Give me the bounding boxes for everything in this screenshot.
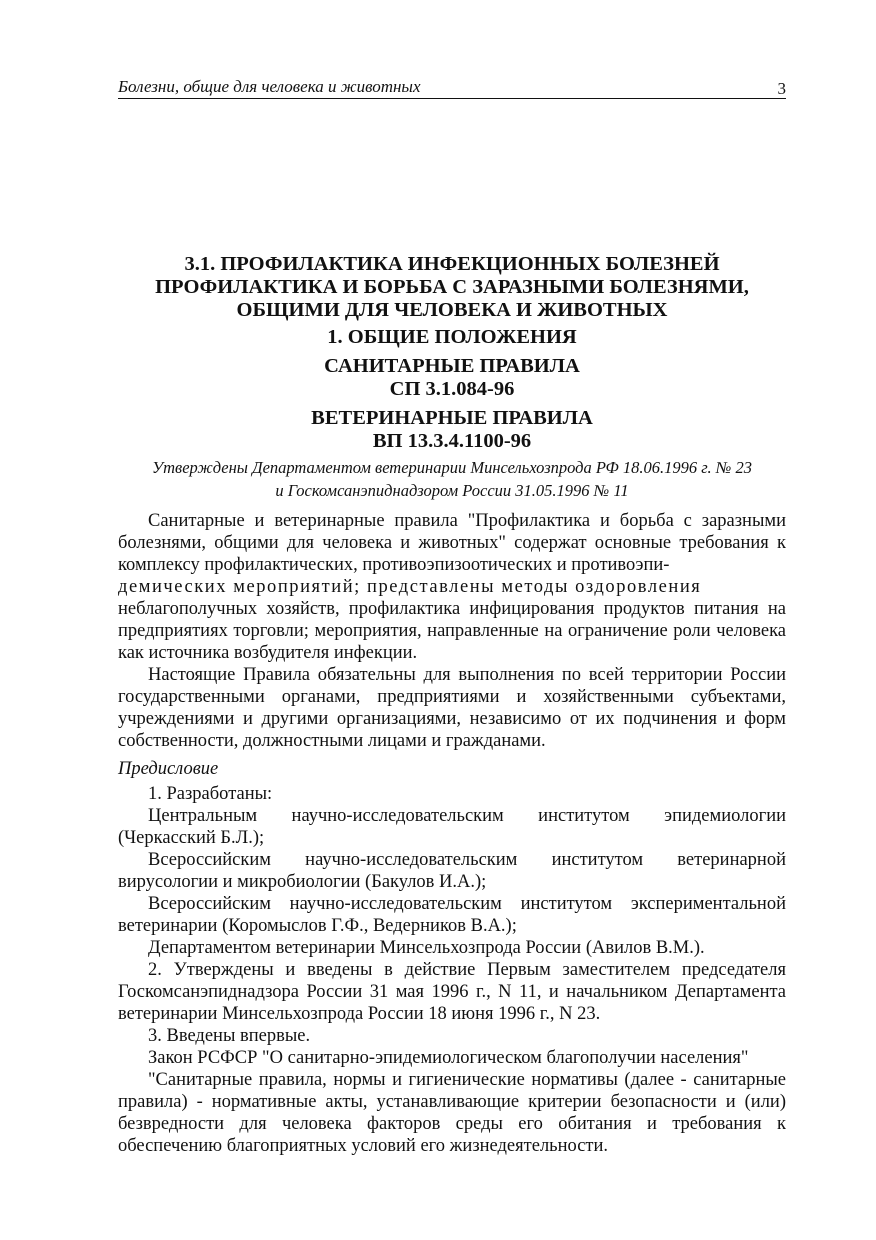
preface-label: Предисловие (118, 759, 219, 779)
intro-paragraph-1a: Санитарные и ветеринарные правила "Профилактика и борьба с заразными болезнями, общими для человека и животных" содержат основные требования к комплексу профилактических, противоэпизоотических и противоэпи- (118, 511, 786, 575)
approval-line-1: Утверждены Департаментом ветеринарии Минсельхозпрода РФ 18.06.1996 г. № 23 (152, 458, 752, 477)
preface-item-2: 2. Утверждены и введены в действие Первым заместителем председателя Госкомсанэпиднадзора России 31 мая 1996 г., N 11, и начальником Департамента ветеринарии Минсельхозпрода России 18 июня 1996 г., N 23. (118, 960, 786, 1024)
intro-paragraph-1c: неблагополучных хозяйств, профилактика инфицирования продуктов питания на предприятиях торговли; мероприятия, направленные на ограничение роли человека как источника возбудителя инфекции. (118, 599, 786, 663)
sanitary-rules-heading: САНИТАРНЫЕ ПРАВИЛА (324, 355, 580, 377)
running-header-title: Болезни, общие для человека и животных (118, 77, 421, 96)
approval-line-2: и Госкомсанэпиднадзором России 31.05.1996 № 11 (275, 481, 629, 500)
approval-note (118, 456, 786, 502)
preface-item-1: 1. Разработаны: (148, 784, 273, 804)
developer-1: Центральным научно-исследовательским институтом эпидемиологии (Черкасский Б.Л.); (118, 806, 786, 848)
running-header (118, 76, 786, 99)
preface-item-3: 3. Введены впервые. (148, 1026, 311, 1046)
veterinary-rules-code: ВП 13.3.4.1100-96 (372, 430, 532, 452)
intro-paragraph-1b: демических мероприятий; представлены методы оздоровления (118, 577, 702, 597)
document-title-block (118, 253, 786, 453)
page-number: 3 (777, 79, 786, 98)
intro-paragraph-2: Настоящие Правила обязательны для выполнения по всей территории России государственными органами, предприятиями и хозяйственными субъектами, учреждениями и другими организациями, независимо от их подчинения и форм собственности, должностными лицами и гражданами. (118, 665, 786, 751)
section-title-line-2: ПРОФИЛАКТИКА И БОРЬБА С ЗАРАЗНЫМИ БОЛЕЗНЯМИ, (155, 276, 749, 298)
developer-2: Всероссийским научно-исследовательским институтом ветеринарной вирусологии и микробиологии (Бакулов И.А.); (118, 850, 786, 892)
section-title-line-3: ОБЩИМИ ДЛЯ ЧЕЛОВЕКА И ЖИВОТНЫХ (236, 299, 668, 321)
document-body (118, 510, 786, 1157)
sanitary-rules-code: СП 3.1.084-96 (389, 378, 515, 400)
general-provisions-heading: 1. ОБЩИЕ ПОЛОЖЕНИЯ (327, 326, 577, 348)
veterinary-rules-heading: ВЕТЕРИНАРНЫЕ ПРАВИЛА (311, 407, 593, 429)
developer-4: Департаментом ветеринарии Минсельхозпрода России (Авилов В.М.). (148, 938, 705, 958)
developer-3: Всероссийским научно-исследовательским институтом экспериментальной ветеринарии (Коромыслов Г.Ф., Ведерников В.А.); (118, 894, 786, 936)
law-quote: "Санитарные правила, нормы и гигиенические нормативы (далее - санитарные правила) - нормативные акты, устанавливающие критерии безопасности и (или) безвредности для человека факторов среды его обитания и требования к обеспечению благоприятных условий его жизнедеятельности. (118, 1070, 786, 1156)
law-title: Закон РСФСР "О санитарно-эпидемиологическом благополучии населения" (148, 1048, 749, 1068)
section-title-line-1: 3.1. ПРОФИЛАКТИКА ИНФЕКЦИОННЫХ БОЛЕЗНЕЙ (184, 253, 720, 275)
